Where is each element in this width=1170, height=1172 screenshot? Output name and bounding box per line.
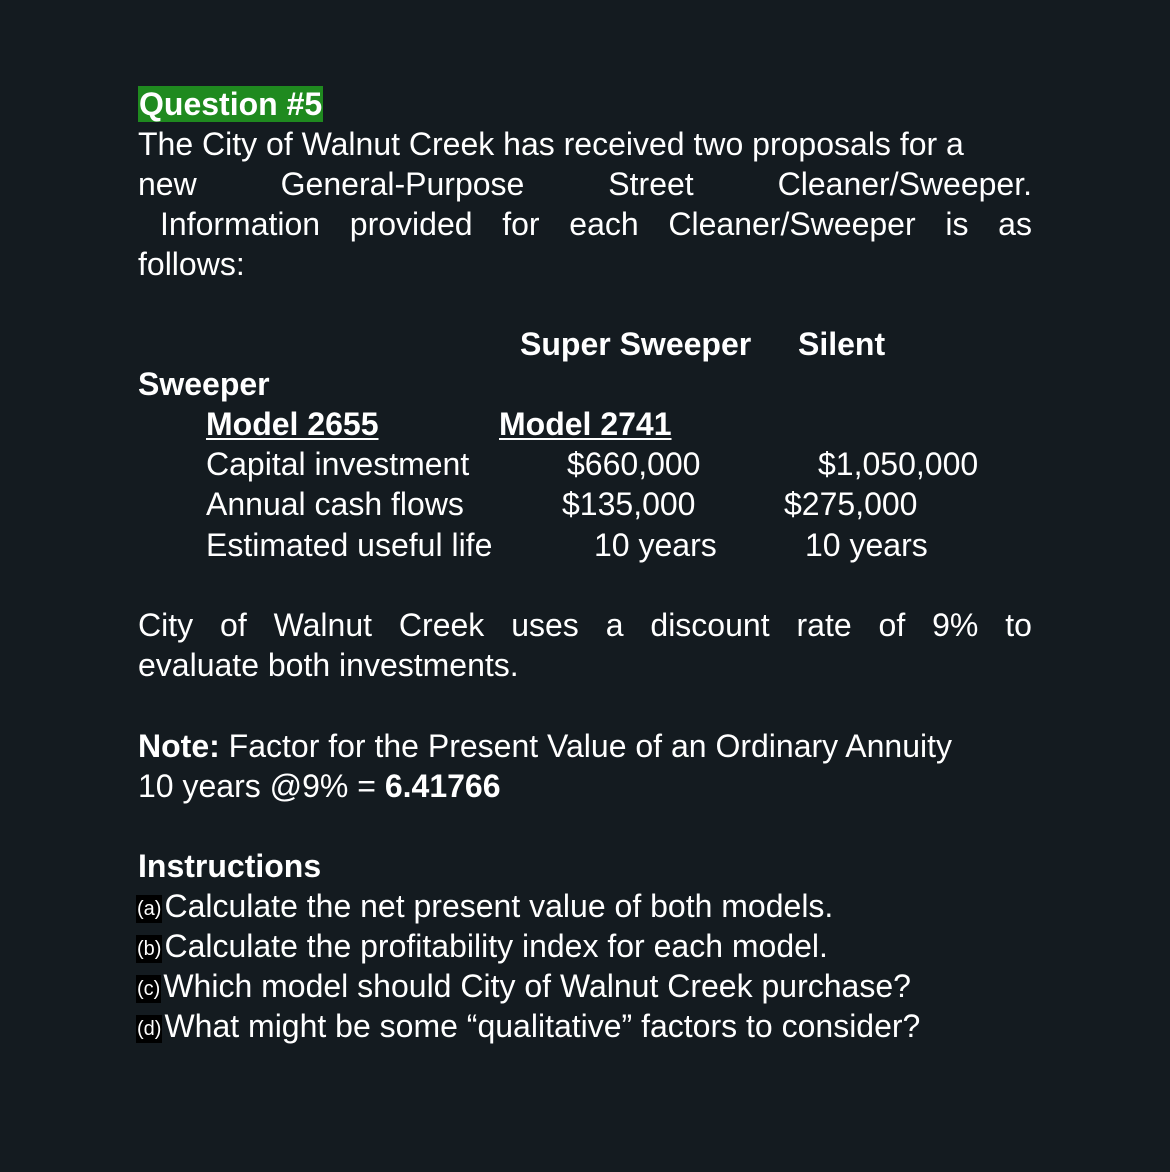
instructions-title: Instructions — [138, 848, 322, 884]
discount-line-2: evaluate both investments. — [138, 647, 519, 683]
discount-word: City — [138, 607, 194, 643]
annuity-factor: 6.41766 — [384, 768, 501, 804]
model-2741-header: Model 2741 — [499, 406, 672, 442]
intro-word: provided — [349, 206, 473, 242]
row-b-life: 10 years — [805, 527, 928, 563]
instruction-tag: (a) — [136, 895, 162, 923]
intro-word: Street — [608, 166, 694, 202]
row-a-capital: $660,000 — [567, 446, 701, 482]
discount-word: Walnut — [273, 607, 373, 643]
note-line-1 — [138, 726, 952, 766]
discount-line-1 — [138, 605, 1032, 645]
intro-word: for — [502, 206, 540, 242]
model-2655-header: Model 2655 — [206, 406, 379, 442]
discount-word: to — [1005, 607, 1032, 643]
instruction-tag: (d) — [136, 1015, 162, 1043]
intro-word: General-Purpose — [280, 166, 525, 202]
row-label-cashflow: Annual cash flows — [206, 486, 464, 522]
discount-word: 9% — [932, 607, 979, 643]
discount-word: discount — [650, 607, 770, 643]
instruction-tag: (c) — [136, 975, 161, 1003]
instruction-item-b — [136, 926, 828, 966]
instruction-text: What might be some “qualitative” factors to consider? — [164, 1008, 921, 1044]
intro-word: is — [945, 206, 969, 242]
header-silent: Silent — [798, 326, 886, 362]
intro-line-4: follows: — [138, 246, 245, 282]
intro-word: Cleaner/Sweeper. — [777, 166, 1032, 202]
row-label-life: Estimated useful life — [206, 527, 493, 563]
instruction-text: Calculate the net present value of both models. — [164, 888, 834, 924]
discount-word: rate — [796, 607, 852, 643]
question-label: Question #5 — [139, 86, 323, 122]
instruction-item-d — [136, 1006, 920, 1046]
intro-word: as — [998, 206, 1032, 242]
row-a-cashflow: $135,000 — [562, 486, 696, 522]
intro-word: each — [569, 206, 639, 242]
intro-line-3 — [160, 204, 1032, 244]
note-text: Factor for the Present Value of an Ordinary Annuity — [228, 728, 952, 764]
discount-word: uses — [511, 607, 579, 643]
row-b-cashflow: $275,000 — [784, 486, 918, 522]
note-line-2 — [138, 766, 501, 806]
intro-word: new — [138, 166, 197, 202]
discount-word: of — [220, 607, 247, 643]
intro-line-1: The City of Walnut Creek has received two proposals for a — [138, 126, 964, 162]
instruction-text: Which model should City of Walnut Creek purchase? — [163, 968, 911, 1004]
note-label: Note: — [138, 728, 220, 764]
intro-word: Information — [160, 206, 321, 242]
discount-word: of — [878, 607, 906, 643]
row-a-life: 10 years — [594, 527, 717, 563]
intro-line-2 — [138, 164, 1032, 204]
instruction-item-c — [136, 966, 911, 1006]
instruction-text: Calculate the profitability index for each model. — [164, 928, 828, 964]
discount-word: Creek — [398, 607, 485, 643]
row-label-capital: Capital investment — [206, 446, 470, 482]
intro-word: Cleaner/Sweeper — [668, 206, 916, 242]
row-b-capital: $1,050,000 — [818, 446, 979, 482]
instruction-tag: (b) — [136, 935, 162, 963]
discount-word: a — [605, 607, 624, 643]
header-sweeper: Sweeper — [138, 366, 270, 402]
header-super-sweeper: Super Sweeper — [520, 326, 752, 362]
note-prefix: 10 years @9% = — [138, 768, 385, 804]
instruction-item-a — [136, 886, 833, 926]
